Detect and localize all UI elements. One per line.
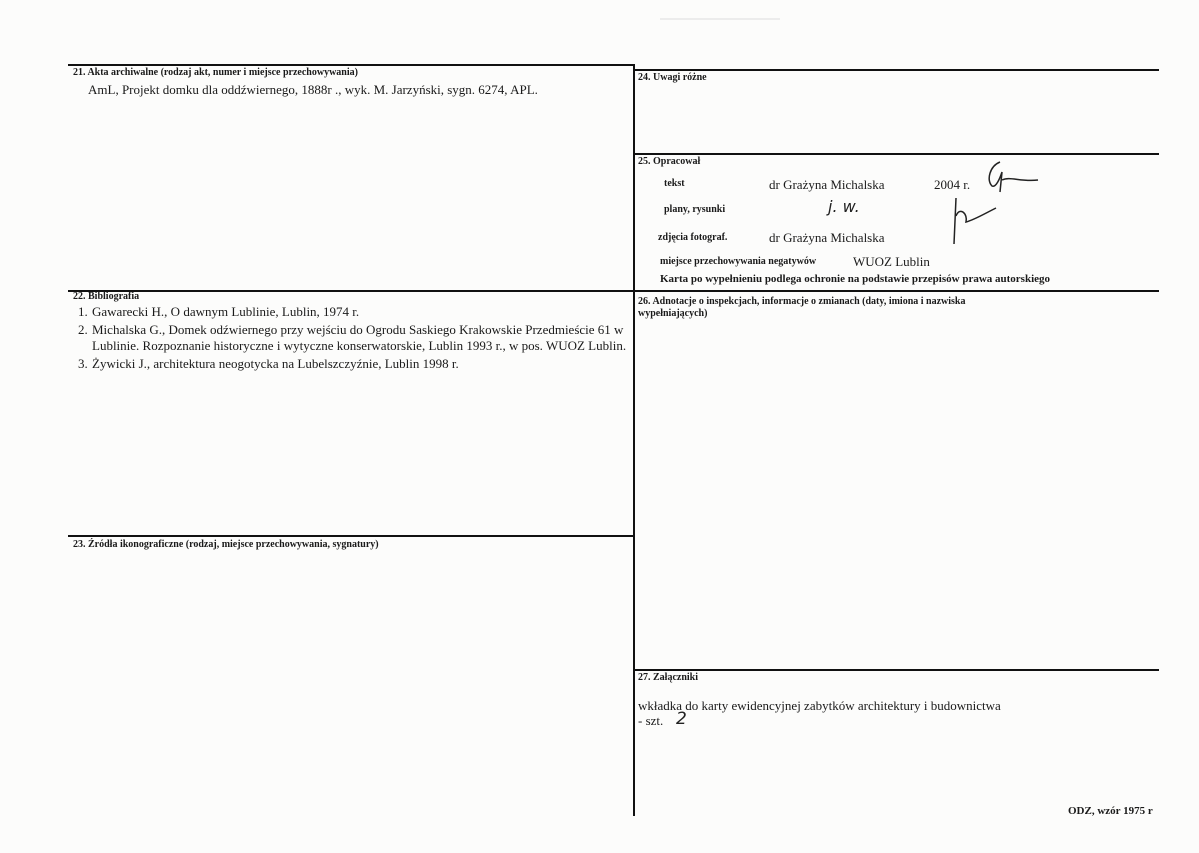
negatywy-value: WUOZ Lublin [853, 254, 930, 269]
form-footer: ODZ, wzór 1975 r [1068, 805, 1153, 817]
copyright-note: Karta po wypełnieniu podlega ochronie na podstawie przepisów prawa autorskiego [660, 273, 1051, 285]
section-25-label: 25. Opracował [638, 156, 701, 167]
scan-artifact [660, 18, 780, 20]
rule-23 [68, 535, 634, 537]
rule-22-26 [68, 290, 1159, 292]
section-27-label: 27. Załączniki [638, 672, 699, 683]
signature-2 [944, 196, 1004, 248]
bibliography-item: 3. Żywicki J., architektura neogotycka na Lubelszczyźnie, Lublin 1998 r. [78, 356, 459, 371]
section-21-label: 21. Akta archiwalne (rodzaj akt, numer i miejsce przechowywania) [73, 67, 358, 78]
rule-27 [634, 669, 1159, 671]
section-27-szt-value: 2 [676, 709, 687, 729]
center-divider [633, 64, 635, 816]
tekst-label: tekst [664, 178, 685, 189]
section-23-label: 23. Źródła ikonograficzne (rodzaj, miejsce przechowywania, sygnatury) [73, 539, 379, 550]
signature-1 [980, 158, 1044, 194]
bibliography-item: 2. Michalska G., Domek odźwiernego przy wejściu do Ogrodu Saskiego Krakowskie Przedmieście 61 w Lublinie. Rozpoznanie historyczne i wytyczne konserwatorskie, Lublin 1993 r., w pos. WUOZ Lublin. [78, 322, 627, 353]
rule-25 [634, 153, 1159, 155]
section-24-label: 24. Uwagi różne [638, 72, 707, 83]
zdjecia-label: zdjęcia fotograf. [658, 232, 728, 243]
section-22-label: 22. Bibliografia [73, 291, 140, 302]
top-rule-left [68, 64, 634, 66]
tekst-value: dr Grażyna Michalska [769, 177, 885, 192]
section-26-label: 26. Adnotacje o inspekcjach, informacje o zmianach (daty, imiona i nazwiska wypełniających) [638, 296, 966, 319]
bibliography-list [78, 304, 638, 374]
top-rule-right [634, 69, 1159, 71]
section-21-text: AmL, Projekt domku dla oddźwiernego, 1888r ., wyk. M. Jarzyński, sygn. 6274, APL. [88, 82, 538, 97]
negatywy-label: miejsce przechowywania negatywów [660, 256, 817, 267]
plany-value: j. w. [828, 197, 860, 216]
zdjecia-value: dr Grażyna Michalska [769, 230, 885, 245]
section-27-text: wkładka do karty ewidencyjnej zabytków architektury i budownictwa [638, 698, 1001, 713]
section-27-szt-label: - szt. [638, 713, 664, 728]
year-value: 2004 r. [934, 177, 971, 192]
bibliography-item: 1. Gawarecki H., O dawnym Lublinie, Lublin, 1974 r. [78, 304, 360, 319]
plany-label: plany, rysunki [664, 204, 726, 215]
